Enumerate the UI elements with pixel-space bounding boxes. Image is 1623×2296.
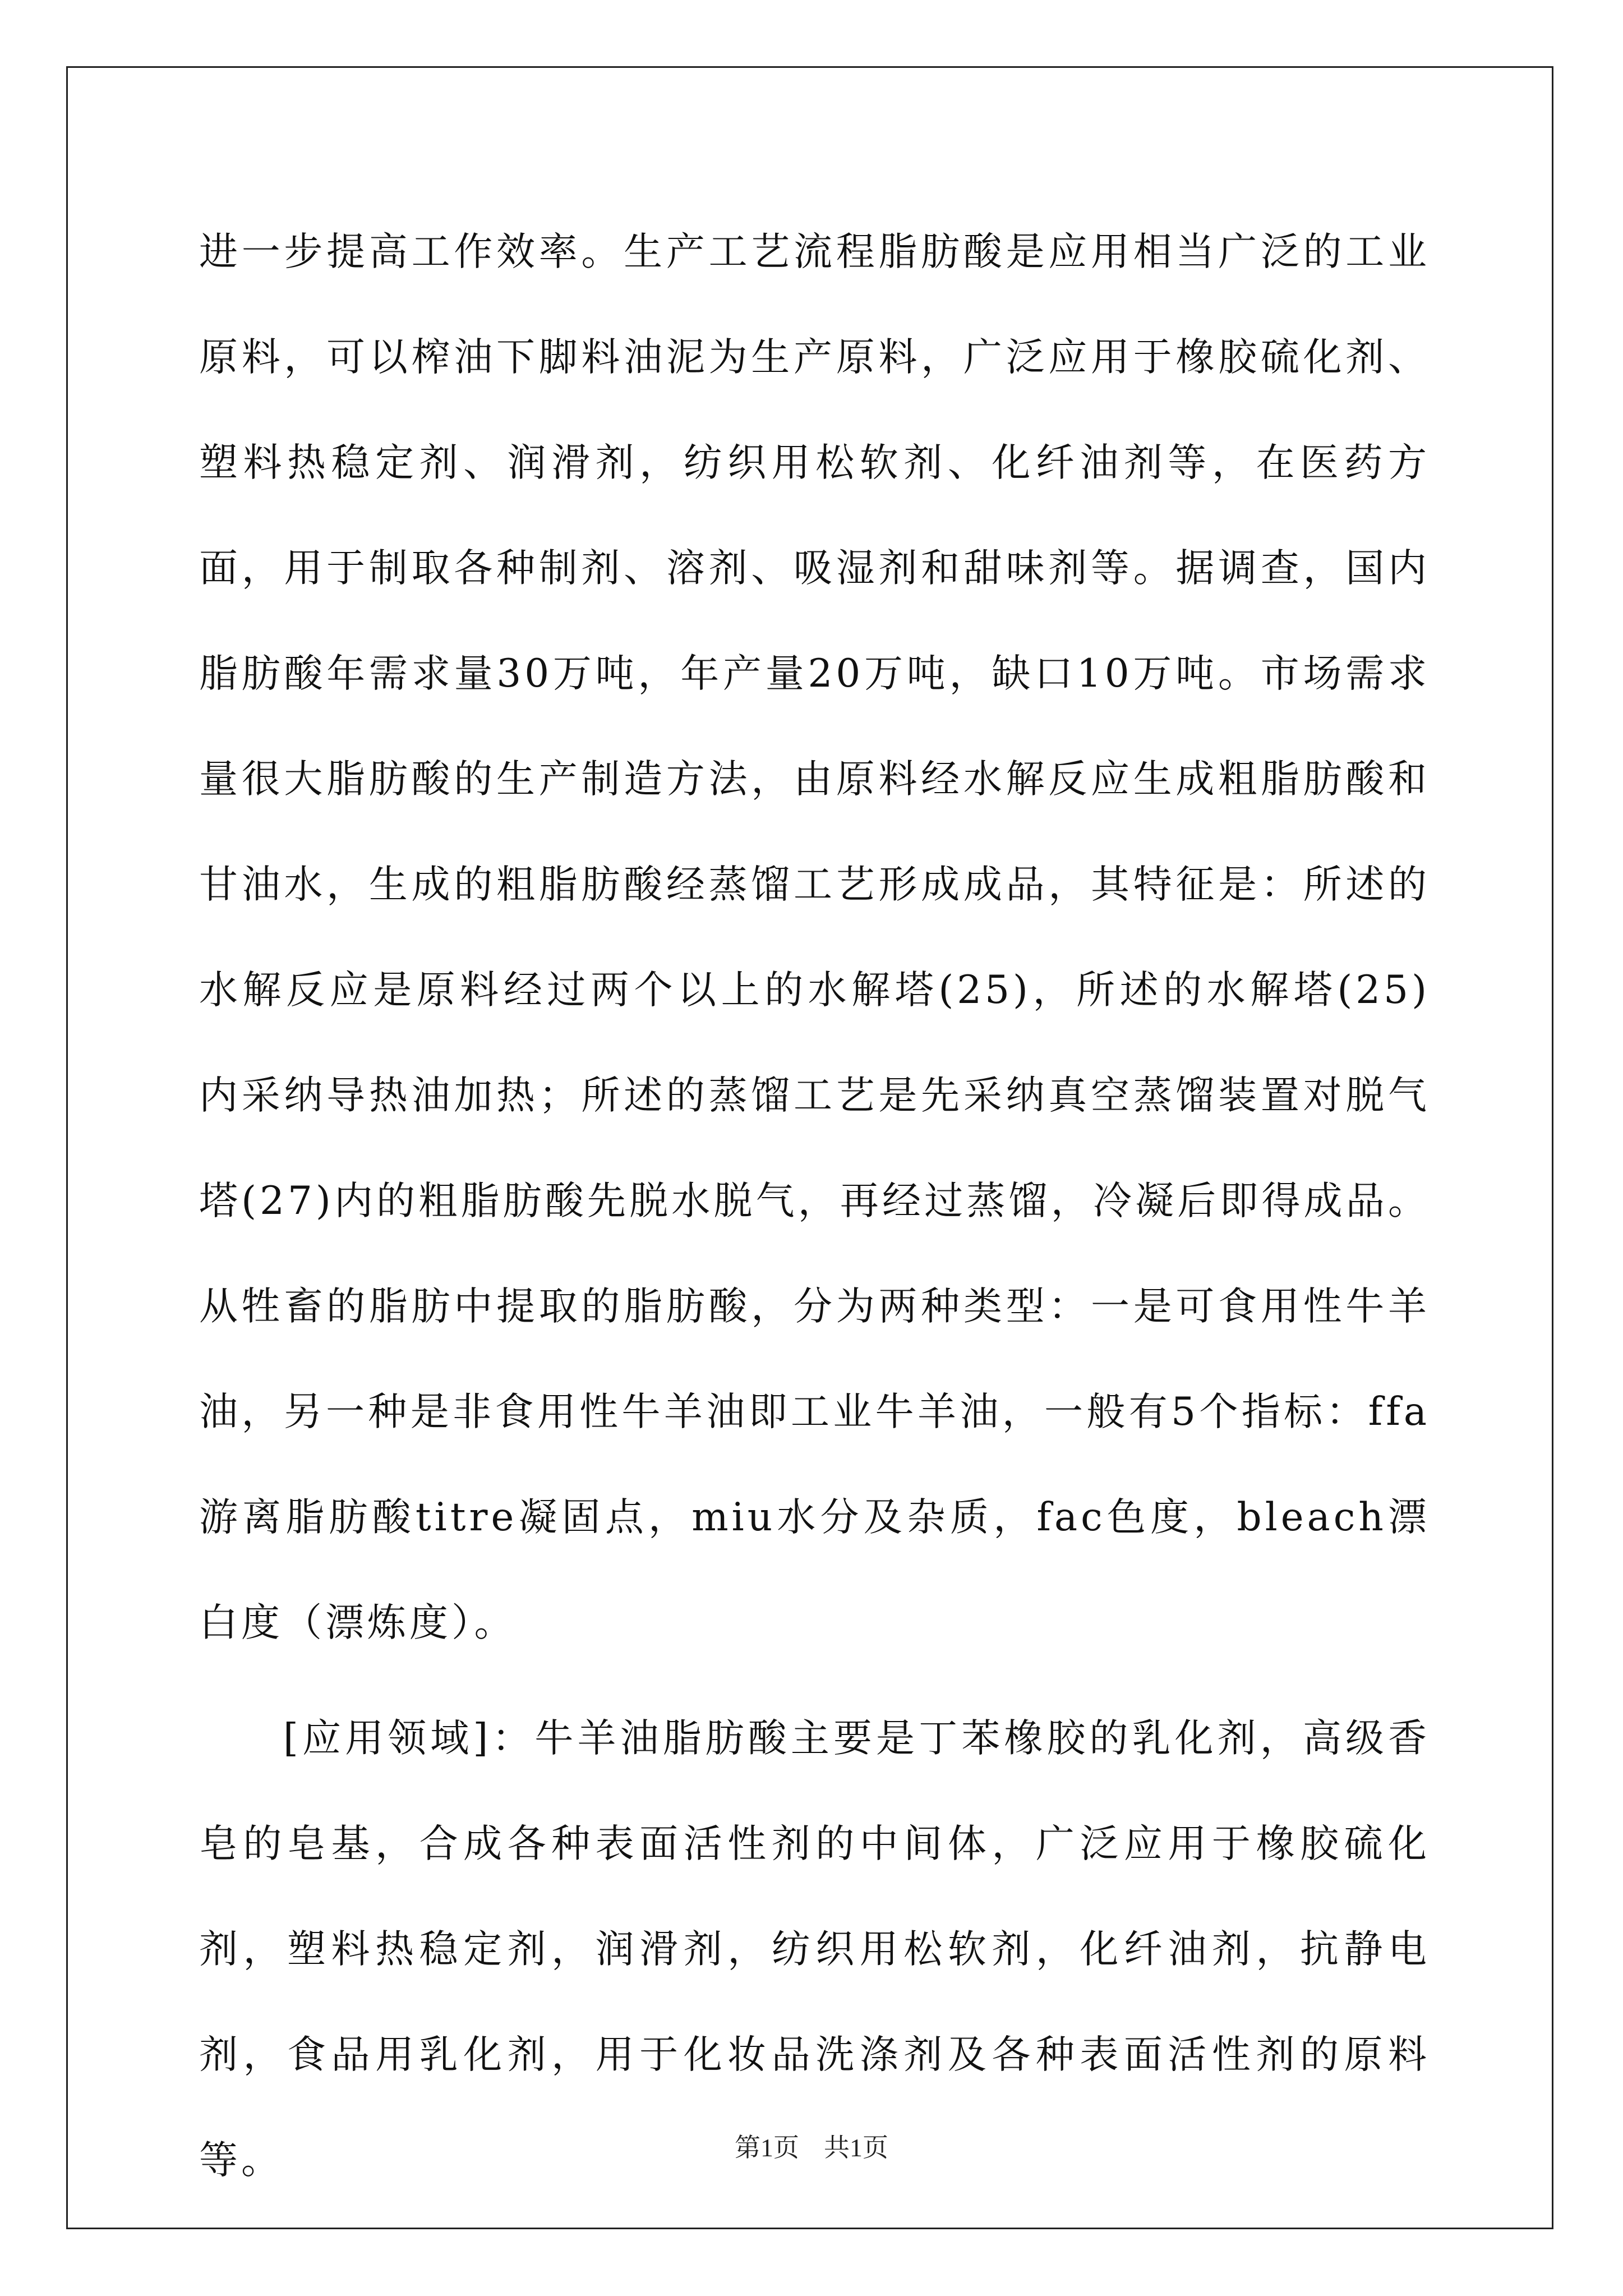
page-number-total: 共1页 — [824, 2133, 888, 2162]
paragraph-process-description: 进一步提高工作效率。生产工艺流程脂肪酸是应用相当广泛的工业原料，可以榨油下脚料油泥为生产原料，广泛应用于橡胶硫化剂、塑料热稳定剂、润滑剂，纺织用松软剂、化纤油剂等，在医药方面，用于制取各种制剂、溶剂、吸湿剂和甜味剂等。据调查，国内脂肪酸年需求量30万吨，年产量20万吨，缺口10万吨。市场需求量很大脂肪酸的生产制造方法，由原料经水解反应生成粗脂肪酸和甘油水，生成的粗脂肪酸经蒸馏工艺形成成品，其特征是：所述的水解反应是原料经过两个以上的水解塔(25)，所述的水解塔(25)内采纳导热油加热；所述的蒸馏工艺是先采纳真空蒸馏装置对脱气塔(27)内的粗脂肪酸先脱水脱气，再经过蒸馏，冷凝后即得成品。从牲畜的脂肪中提取的脂肪酸，分为两种类型：一是可食用性牛羊油，另一种是非食用性牛羊油即工业牛羊油，一般有5个指标：ffa游离脂肪酸titre凝固点，miu水分及杂质，fac色度，bleach漂白度（漂炼度）。 — [199, 229, 1430, 1645]
paragraph-application-field: [应用领域]：牛羊油脂肪酸主要是丁苯橡胶的乳化剂，高级香皂的皂基，合成各种表面活性剂的中间体，广泛应用于橡胶硫化剂，塑料热稳定剂，润滑剂，纺织用松软剂，化纤油剂，抗静电剂，食品用乳化剂，用于化妆品洗涤剂及各种表面活性剂的原料等。 — [199, 1716, 1430, 2183]
page-number-current: 第1页 — [735, 2133, 799, 2162]
page-footer — [0, 2127, 1623, 2164]
document-body — [199, 199, 1430, 2213]
